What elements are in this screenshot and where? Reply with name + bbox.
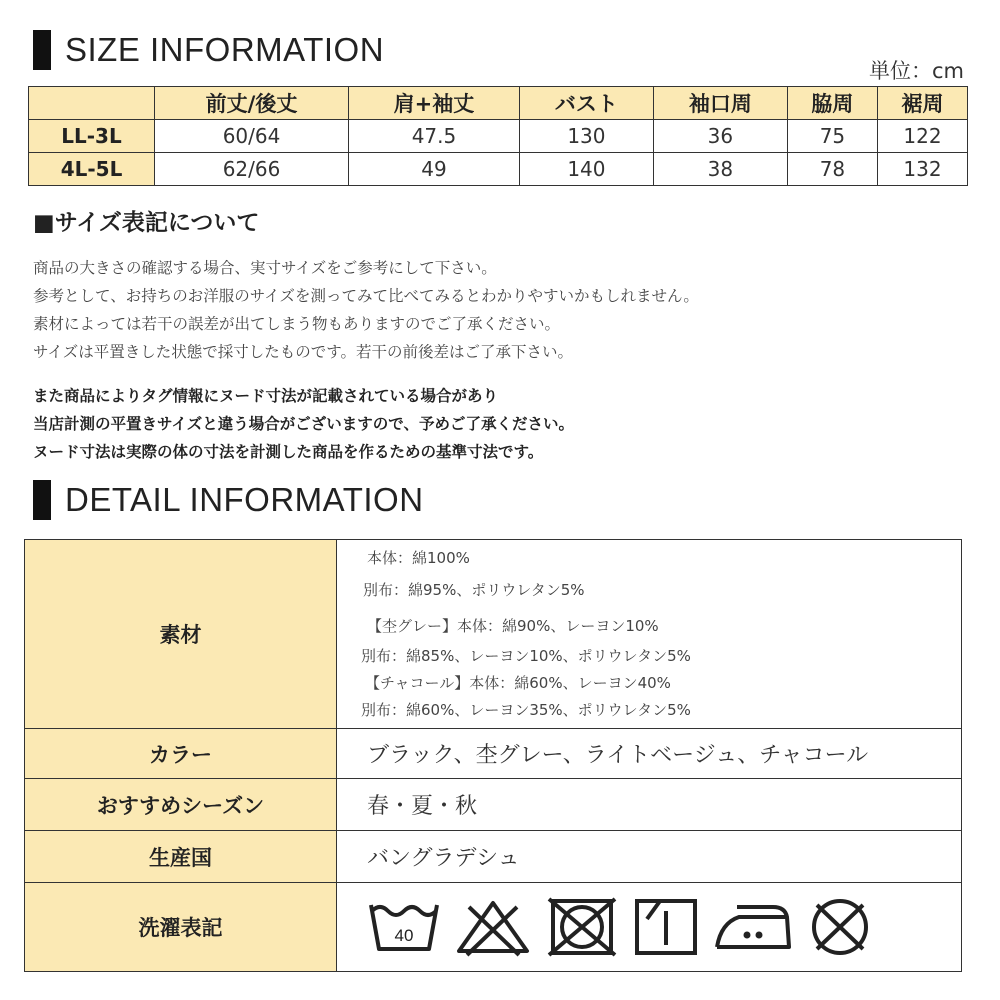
- size-cell: 60/64: [155, 120, 349, 153]
- size-cell: 38: [653, 153, 787, 186]
- material-line: 【チャコール】本体：綿60%、レーヨン40%: [365, 674, 671, 692]
- detail-row-material: [25, 540, 962, 729]
- note-line: サイズは平置きした状態で採寸したものです。若干の前後差はご了承下さい。: [33, 343, 574, 361]
- no-tumble-dry-icon: [545, 895, 619, 959]
- section-bar: [33, 30, 51, 70]
- origin-value: バングラデシュ: [337, 831, 962, 883]
- wash-40-icon: [367, 897, 441, 957]
- table-row: [29, 120, 968, 153]
- size-information-header: [33, 30, 384, 70]
- material-line: 本体：綿100%: [367, 549, 470, 567]
- size-row-label: 4L-5L: [29, 153, 155, 186]
- size-cell: 78: [787, 153, 877, 186]
- size-information-title: SIZE INFORMATION: [65, 31, 385, 68]
- size-col-header: 前丈/後丈: [155, 87, 349, 120]
- material-line: 【杢グレー】本体：綿90%、レーヨン10%: [367, 617, 659, 635]
- bold-note-line: 当店計測の平置きサイズと違う場合がございますので、予めご了承ください。: [33, 415, 574, 433]
- material-line: 別布：綿60%、レーヨン35%、ポリウレタン5%: [361, 701, 691, 719]
- size-row-label: LL-3L: [29, 120, 155, 153]
- season-label: おすすめシーズン: [25, 779, 337, 831]
- material-label: 素材: [25, 540, 337, 729]
- section-bar: [33, 480, 51, 520]
- size-col-header: 肩+袖丈: [349, 87, 520, 120]
- color-label: カラー: [25, 729, 337, 779]
- wash-temperature: 40: [394, 926, 414, 945]
- table-row: [29, 153, 968, 186]
- note-line: 素材によっては若干の誤差が出てしまう物もありますのでご了承ください。: [33, 315, 561, 333]
- size-table: [28, 86, 968, 186]
- size-cell: 132: [877, 153, 967, 186]
- size-cell: 49: [349, 153, 520, 186]
- detail-row-color: [25, 729, 962, 779]
- no-bleach-icon: [455, 897, 531, 957]
- origin-label: 生産国: [25, 831, 337, 883]
- material-line: 別布：綿85%、レーヨン10%、ポリウレタン5%: [361, 647, 691, 665]
- iron-medium-icon: [713, 897, 793, 957]
- bold-note-line: また商品によりタグ情報にヌード寸法が記載されている場合があり: [33, 387, 499, 405]
- size-notes-title: ■サイズ表記について: [33, 210, 260, 236]
- size-cell: 47.5: [349, 120, 520, 153]
- size-table-header-row: [29, 87, 968, 120]
- no-dry-clean-icon: [807, 895, 873, 959]
- color-value: ブラック、杢グレー、ライトベージュ、チャコール: [337, 729, 962, 779]
- size-col-header: バスト: [519, 87, 653, 120]
- unit-label: 単位：cm: [868, 59, 964, 83]
- line-dry-icon: [633, 895, 699, 959]
- detail-information-header: [33, 480, 424, 520]
- size-cell: 122: [877, 120, 967, 153]
- size-cell: 130: [519, 120, 653, 153]
- size-col-header: 脇周: [787, 87, 877, 120]
- note-line: 商品の大きさの確認する場合、実寸サイズをご参考にして下さい。: [33, 259, 497, 277]
- detail-table: [24, 539, 962, 972]
- material-value: [337, 540, 962, 729]
- season-value: 春・夏・秋: [337, 779, 962, 831]
- note-line: 参考として、お持ちのお洋服のサイズを測ってみて比べてみるとわかりやすいかもしれません。: [33, 287, 699, 305]
- detail-information-title: DETAIL INFORMATION: [65, 481, 424, 518]
- size-cell: 75: [787, 120, 877, 153]
- care-label: 洗濯表記: [25, 883, 337, 972]
- size-cell: 36: [653, 120, 787, 153]
- detail-row-origin: [25, 831, 962, 883]
- care-icons-cell: [337, 883, 962, 972]
- size-cell: 62/66: [155, 153, 349, 186]
- size-col-header-empty: [29, 87, 155, 120]
- material-line: 別布：綿95%、ポリウレタン5%: [363, 581, 585, 599]
- size-cell: 140: [519, 153, 653, 186]
- size-col-header: 裾周: [877, 87, 967, 120]
- nude-size-notes: [33, 382, 574, 466]
- detail-row-care: [25, 883, 962, 972]
- bold-note-line: ヌード寸法は実際の体の寸法を計測した商品を作るための基準寸法です。: [33, 443, 544, 461]
- size-notes: [33, 254, 699, 366]
- detail-row-season: [25, 779, 962, 831]
- size-col-header: 袖口周: [653, 87, 787, 120]
